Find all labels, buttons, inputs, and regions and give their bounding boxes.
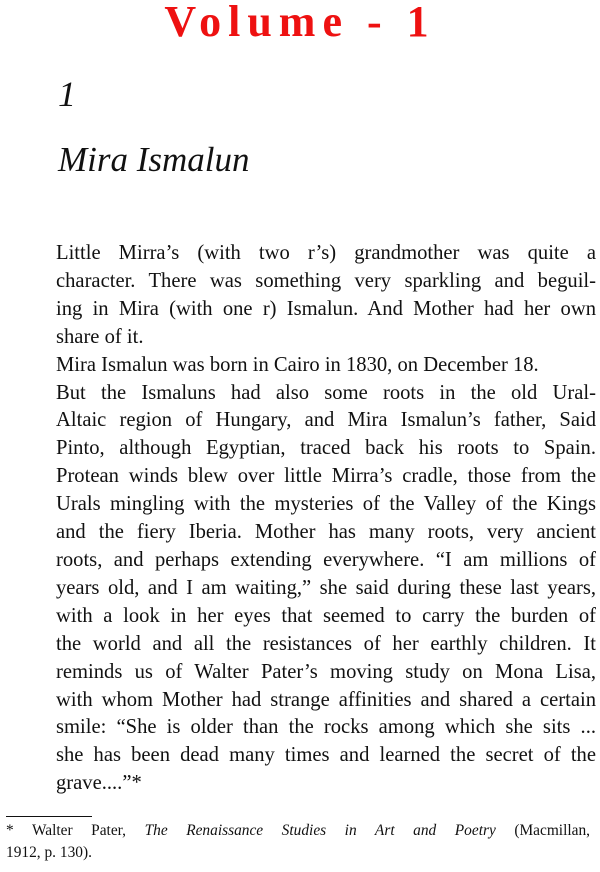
footnote-book-title: The Renaissance Studies in Art and Poetry: [144, 822, 496, 839]
footnote-line: [6, 820, 590, 842]
text-line: But the Ismaluns had also some roots in the old Ural-: [56, 381, 596, 404]
text-line: Altaic region of Hungary, and Mira Ismalun’s father, Said: [56, 409, 596, 432]
paragraph-3: [6, 380, 596, 799]
text-line: Mira Ismalun was born in Cairo in 1830, on December 18.: [56, 353, 539, 376]
chapter-title: Mira Ismalun: [58, 140, 250, 179]
footnote-divider: [6, 816, 92, 817]
text-line: grave....”*: [56, 772, 142, 795]
footnote-prefix: * Walter Pater,: [6, 822, 145, 839]
text-line: ing in Mira (with one r) Ismalun. And Mother had her own: [56, 297, 596, 320]
text-line: reminds us of Walter Pater’s moving study on Mona Lisa,: [56, 660, 596, 683]
text-line: Urals mingling with the mysteries of the Valley of the Kings: [56, 493, 596, 516]
text-line: Pinto, although Egyptian, traced back his roots to Spain.: [56, 437, 596, 460]
text-line: the world and all the resistances of her earthly children. It: [56, 632, 596, 655]
text-line: Protean winds blew over little Mirra’s cradle, those from the: [56, 465, 596, 488]
text-line: share of it.: [56, 325, 144, 348]
text-line: with whom Mother had strange affinities and shared a certain: [56, 688, 596, 711]
body-text: [6, 240, 596, 798]
text-line: smile: “She is older than the rocks among which she sits ...: [56, 716, 596, 739]
text-line: character. There was something very sparkling and beguil-: [56, 269, 596, 292]
footnote-suffix: (Macmillan,: [495, 822, 591, 839]
text-line: roots, and perhaps extending everywhere. “I am millions of: [56, 548, 596, 571]
text-line: she has been dead many times and learned the secret of the: [56, 744, 596, 767]
paragraph-2: [6, 352, 596, 380]
text-line: and the fiery Iberia. Mother has many roots, very ancient: [56, 521, 596, 544]
footnote: [6, 820, 590, 864]
volume-heading: Volume - 1: [164, 0, 436, 46]
chapter-number: 1: [58, 74, 76, 114]
paragraph-1: [6, 240, 596, 352]
text-line: years old, and I am waiting,” she said during these last years,: [56, 576, 596, 599]
text-line: Little Mirra’s (with two r’s) grandmother was quite a: [56, 242, 596, 264]
text-line: with a look in her eyes that seemed to carry the burden of: [56, 604, 596, 627]
footnote-line: 1912, p. 130).: [6, 844, 92, 861]
